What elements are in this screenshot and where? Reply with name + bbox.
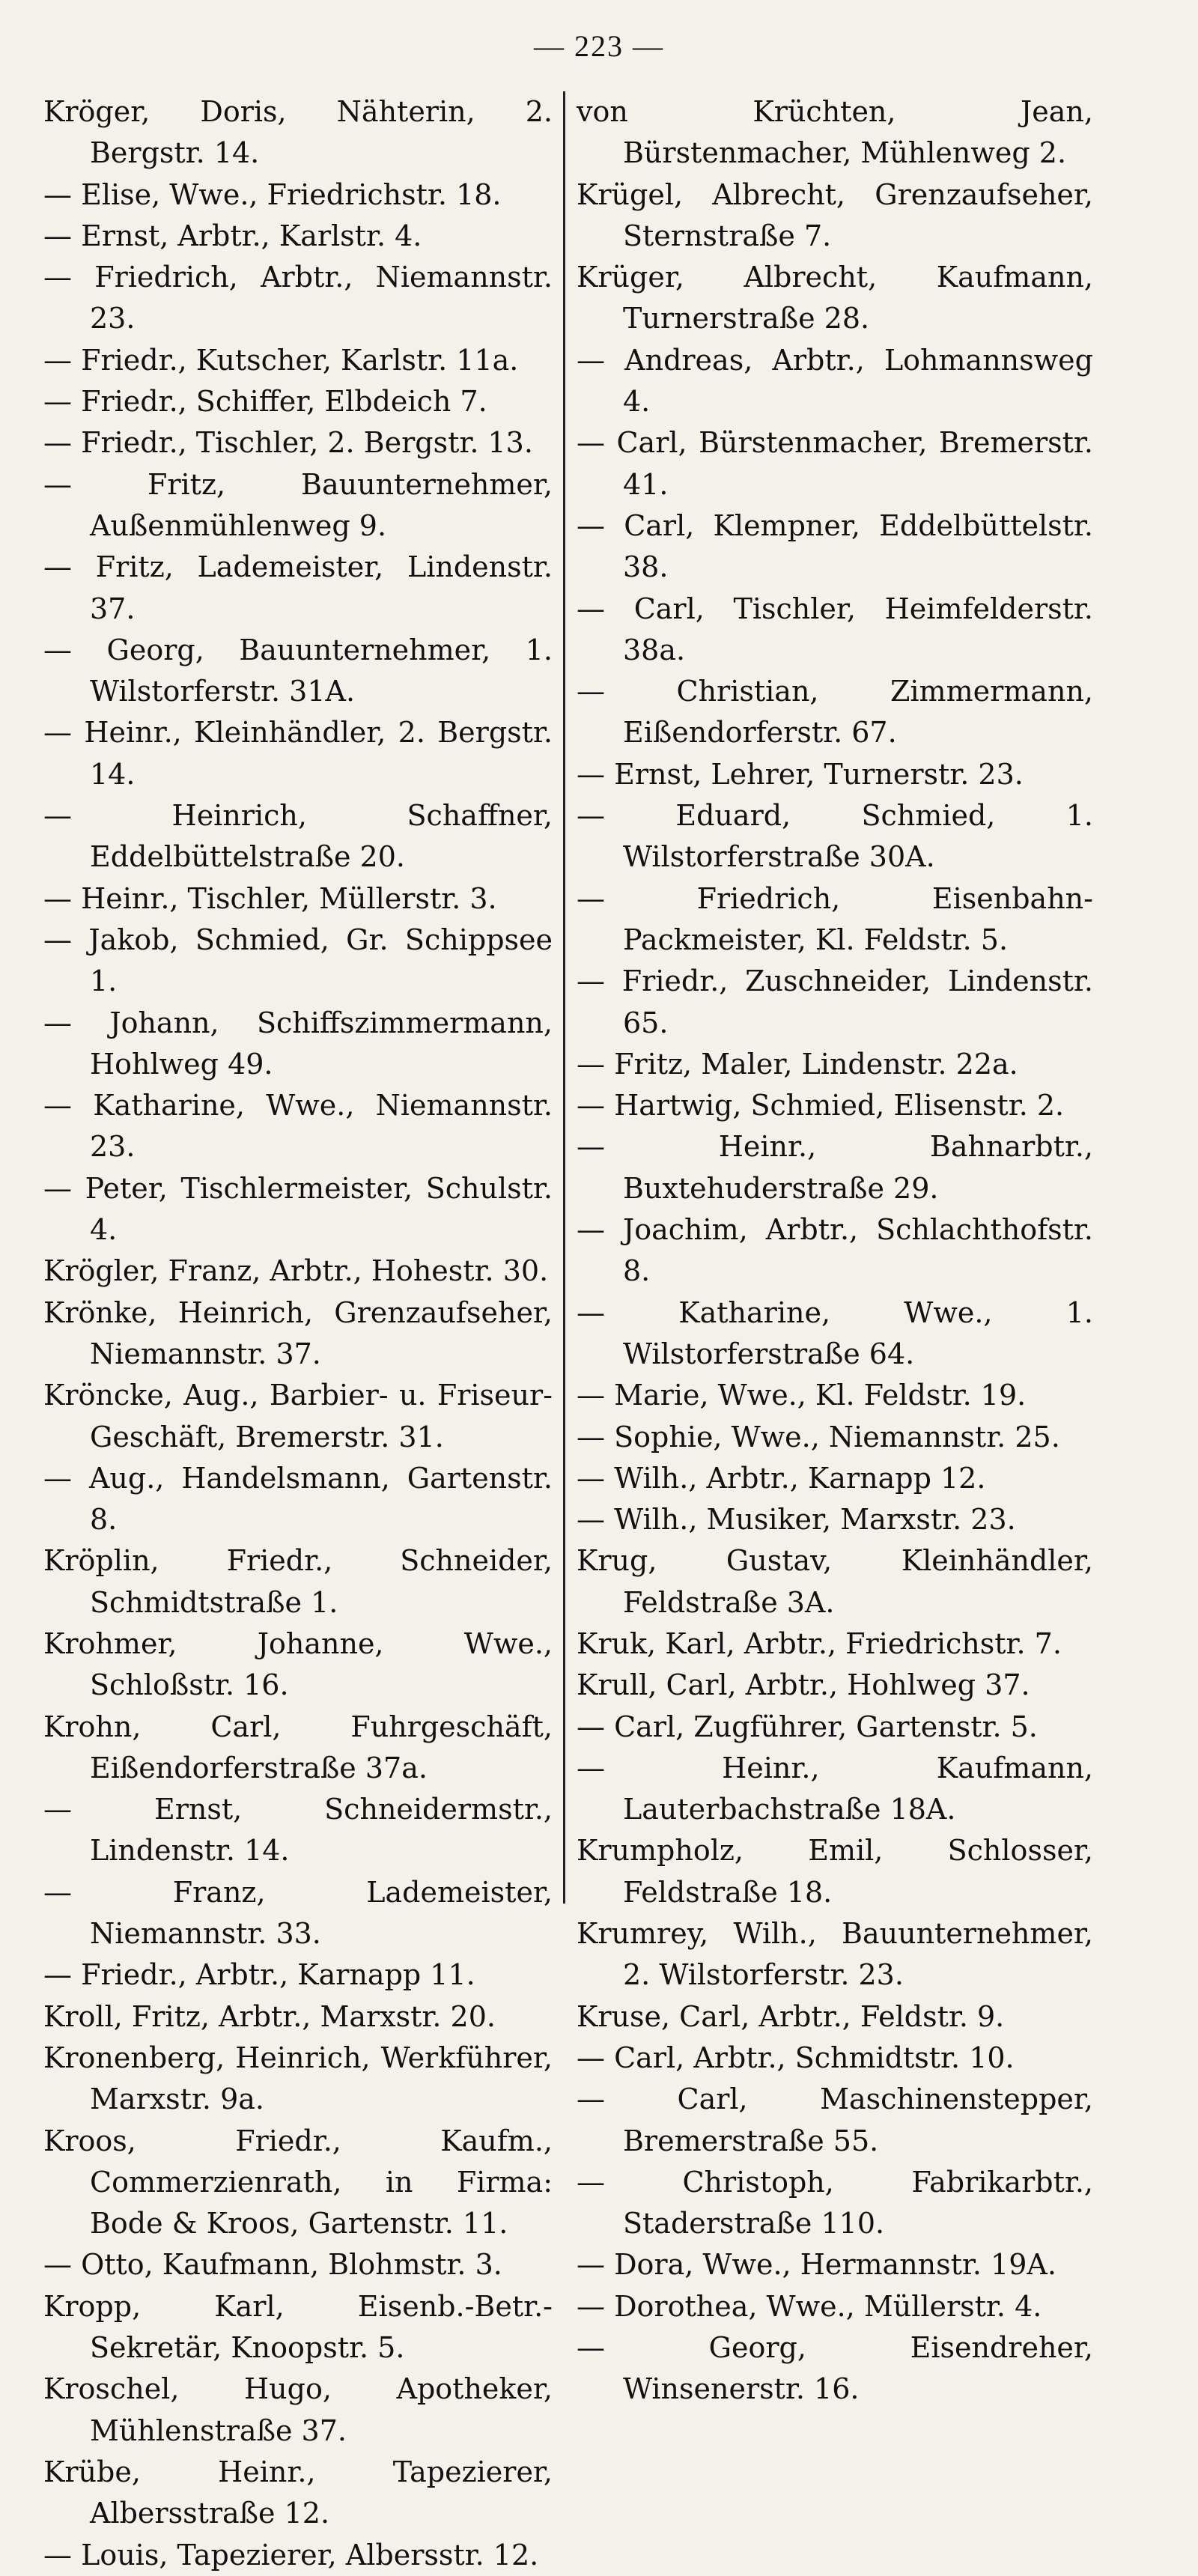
column-divider	[563, 91, 565, 1904]
directory-entry: — Aug., Handelsmann, Gartenstr. 8.	[43, 1461, 553, 1537]
directory-entry: — Marie, Wwe., Kl. Feldstr. 19.	[577, 1379, 1027, 1412]
directory-entry: — Carl, Zugführer, Gartenstr. 5.	[577, 1710, 1038, 1743]
directory-entry: — Carl, Arbtr., Schmidtstr. 10.	[577, 2041, 1015, 2074]
directory-entry: Kroll, Fritz, Arbtr., Marxstr. 20.	[43, 1999, 496, 2033]
directory-entry: — Andreas, Arbtr., Lohmannsweg 4.	[577, 343, 1093, 419]
directory-entry: — Friedr., Arbtr., Karnapp 11.	[43, 1958, 475, 1992]
directory-entry: Kruse, Carl, Arbtr., Feldstr. 9.	[577, 1999, 1005, 2033]
directory-entry: Krull, Carl, Arbtr., Hohlweg 37.	[577, 1668, 1030, 1702]
directory-entry: Kropp, Karl, Eisenb.-Betr.-Sekretär, Knoopstr. 5.	[43, 2289, 553, 2365]
directory-entry: — Hartwig, Schmied, Elisenstr. 2.	[577, 1089, 1065, 1123]
directory-entry: — Heinr., Tischler, Müllerstr. 3.	[43, 881, 497, 915]
directory-entry: — Christian, Zimmermann, Eißendorferstr. 67.	[577, 675, 1093, 750]
right-column	[577, 91, 1093, 2411]
directory-entry: — Heinr., Kleinhändler, 2. Bergstr. 14.	[43, 716, 553, 791]
directory-entry: — Wilh., Arbtr., Karnapp 12.	[577, 1461, 986, 1495]
directory-entry: — Fritz, Bauunternehmer, Außenmühlenweg 9.	[43, 467, 553, 542]
directory-entry: Krumpholz, Emil, Schlosser, Feldstraße 18.	[577, 1834, 1093, 1909]
directory-entry: — Eduard, Schmied, 1. Wilstorferstraße 30A.	[577, 799, 1093, 874]
directory-entry: — Johann, Schiffszimmermann, Hohlweg 49.	[43, 1006, 553, 1081]
directory-entry: Krohmer, Johanne, Wwe., Schloßstr. 16.	[43, 1626, 553, 1702]
directory-entry: Krögler, Franz, Arbtr., Hohestr. 30.	[43, 1254, 549, 1288]
directory-entry: Kroschel, Hugo, Apotheker, Mühlenstraße 37.	[43, 2372, 553, 2447]
directory-entry: Krübe, Heinr., Tapezierer, Albersstraße 12.	[43, 2455, 553, 2530]
directory-entry: — Franz, Lademeister, Niemannstr. 33.	[43, 1875, 553, 1951]
left-column	[43, 91, 553, 2576]
directory-entry: — Georg, Eisendreher, Winsenerstr. 16.	[577, 2331, 1093, 2406]
directory-entry: — Dorothea, Wwe., Müllerstr. 4.	[577, 2289, 1042, 2323]
directory-entry: — Heinr., Kaufmann, Lauterbachstraße 18A.	[577, 1751, 1093, 1826]
directory-entry: — Friedr., Zuschneider, Lindenstr. 65.	[577, 965, 1093, 1039]
directory-entry: — Joachim, Arbtr., Schlachthofstr. 8.	[577, 1213, 1093, 1288]
directory-entry: — Friedrich, Arbtr., Niemannstr. 23.	[43, 261, 553, 335]
directory-entry: — Friedr., Tischler, 2. Bergstr. 13.	[43, 426, 533, 460]
directory-entry: — Fritz, Maler, Lindenstr. 22a.	[577, 1047, 1018, 1081]
directory-entry: — Carl, Tischler, Heimfelderstr. 38a.	[577, 592, 1093, 666]
directory-entry: Krönke, Heinrich, Grenzaufseher, Niemannstr. 37.	[43, 1295, 553, 1370]
directory-entry: — Ernst, Arbtr., Karlstr. 4.	[43, 219, 422, 252]
directory-entry: Kronenberg, Heinrich, Werkführer, Marxstr. 9a.	[43, 2041, 553, 2116]
directory-entry: — Peter, Tischlermeister, Schulstr. 4.	[43, 1171, 553, 1247]
directory-entry: — Carl, Maschinenstepper, Bremerstraße 55.	[577, 2083, 1093, 2157]
page-number: — 223 —	[534, 29, 664, 63]
directory-entry: — Katharine, Wwe., 1. Wilstorferstraße 64.	[577, 1295, 1093, 1370]
directory-entry: Krohn, Carl, Fuhrgeschäft, Eißendorferstraße 37a.	[43, 1710, 553, 1784]
directory-entry: — Otto, Kaufmann, Blohmstr. 3.	[43, 2248, 502, 2282]
directory-entry: Krügel, Albrecht, Grenzaufseher, Sternstraße 7.	[577, 177, 1093, 252]
directory-entry: — Heinr., Bahnarbtr., Buxtehuderstraße 29.	[577, 1130, 1093, 1205]
directory-entry: — Carl, Klempner, Eddelbüttelstr. 38.	[577, 508, 1093, 584]
directory-entry: Krumrey, Wilh., Bauunternehmer, 2. Wilstorferstr. 23.	[577, 1917, 1093, 1992]
directory-entry: Krug, Gustav, Kleinhändler, Feldstraße 3A.	[577, 1544, 1093, 1619]
directory-entry: — Sophie, Wwe., Niemannstr. 25.	[577, 1420, 1060, 1453]
directory-entry: — Friedr., Kutscher, Karlstr. 11a.	[43, 343, 519, 377]
directory-entry: Kröplin, Friedr., Schneider, Schmidtstraße 1.	[43, 1544, 553, 1619]
directory-entry: — Louis, Tapezierer, Albersstr. 12.	[43, 2538, 539, 2572]
directory-entry: Kröger, Doris, Nähterin, 2. Bergstr. 14.	[43, 95, 553, 170]
directory-entry: Kröncke, Aug., Barbier- u. Friseur-Geschäft, Bremerstr. 31.	[43, 1379, 553, 1453]
directory-entry: — Dora, Wwe., Hermannstr. 19A.	[577, 2248, 1056, 2282]
directory-entry: — Heinrich, Schaffner, Eddelbüttelstraße 20.	[43, 799, 553, 874]
directory-entry: — Fritz, Lademeister, Lindenstr. 37.	[43, 550, 553, 625]
directory-entry: — Wilh., Musiker, Marxstr. 23.	[577, 1503, 1016, 1537]
directory-entry: Kruk, Karl, Arbtr., Friedrichstr. 7.	[577, 1626, 1062, 1660]
directory-entry: — Carl, Bürstenmacher, Bremerstr. 41.	[577, 426, 1093, 501]
directory-entry: — Jakob, Schmied, Gr. Schippsee 1.	[43, 923, 553, 998]
directory-entry: — Christoph, Fabrikarbtr., Staderstraße 110.	[577, 2165, 1093, 2241]
directory-entry: — Ernst, Schneidermstr., Lindenstr. 14.	[43, 1793, 553, 1868]
directory-entry: — Friedr., Schiffer, Elbdeich 7.	[43, 385, 487, 419]
directory-entry: Kroos, Friedr., Kaufm., Commerzienrath, in Firma: Bode & Kroos, Gartenstr. 11.	[43, 2124, 553, 2241]
directory-entry: — Friedrich, Eisenbahn-Packmeister, Kl. Feldstr. 5.	[577, 881, 1093, 956]
directory-entry: — Katharine, Wwe., Niemannstr. 23.	[43, 1089, 553, 1164]
directory-entry: — Georg, Bauunternehmer, 1. Wilstorferstr. 31A.	[43, 633, 553, 708]
directory-entry: von Krüchten, Jean, Bürstenmacher, Mühlenweg 2.	[577, 95, 1093, 170]
directory-entry: — Elise, Wwe., Friedrichstr. 18.	[43, 177, 502, 211]
directory-entry: — Ernst, Lehrer, Turnerstr. 23.	[577, 757, 1024, 791]
directory-entry: Krüger, Albrecht, Kaufmann, Turnerstraße 28.	[577, 261, 1093, 335]
